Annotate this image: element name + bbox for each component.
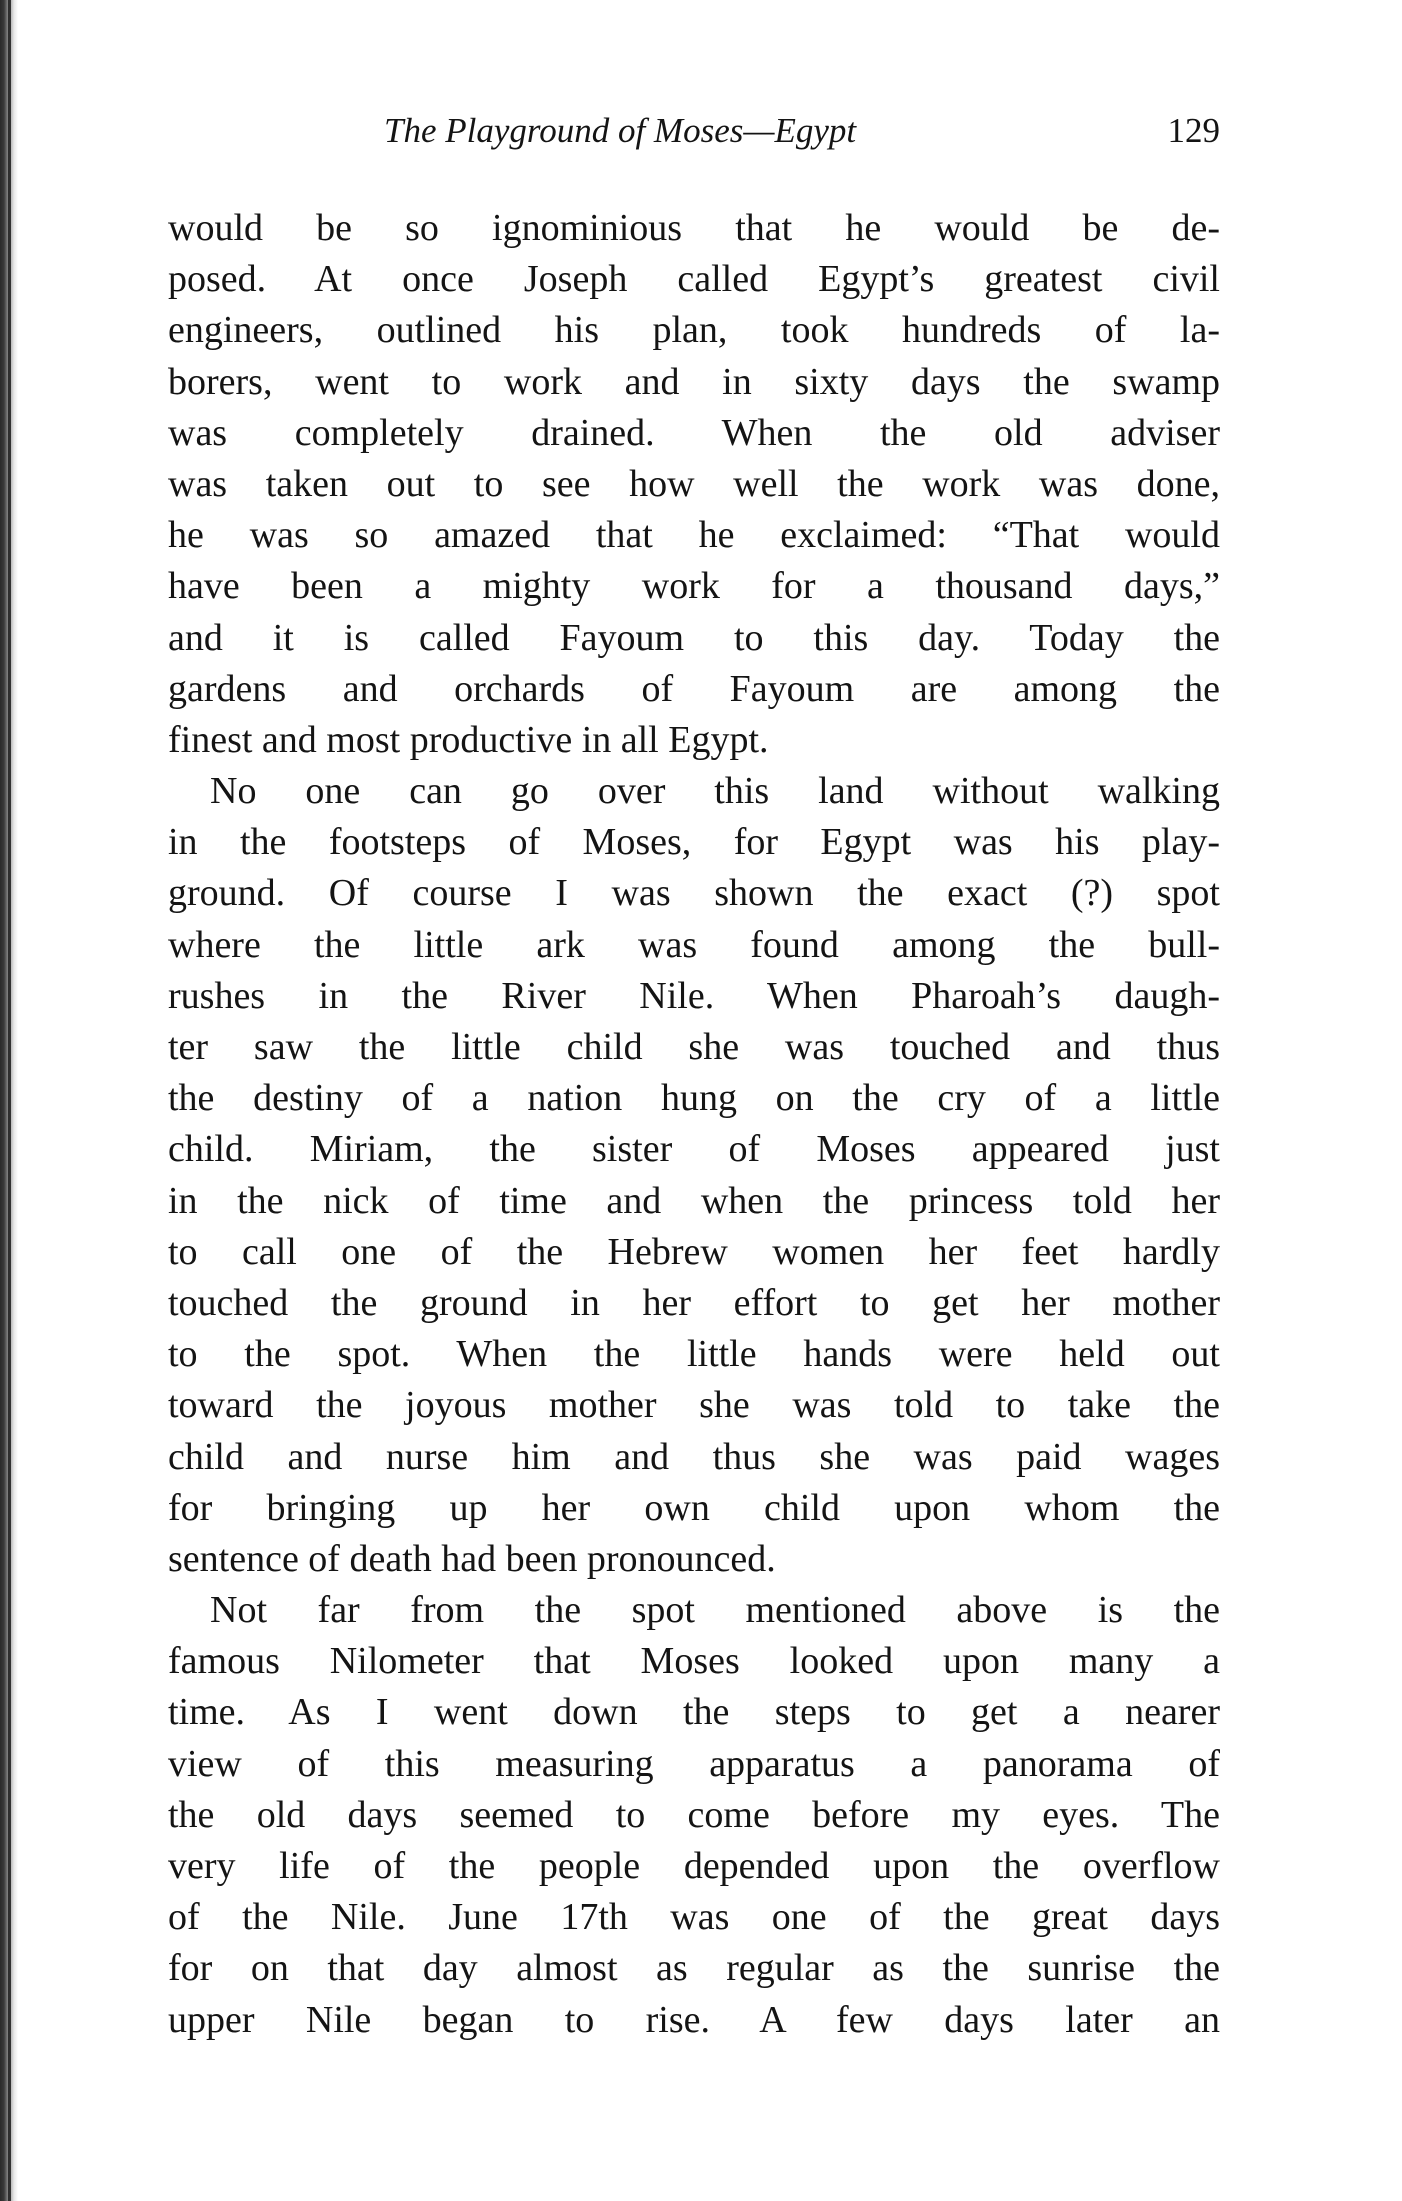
- text-line: in the nick of time and when the princess told her: [168, 1179, 1220, 1222]
- text-line: gardens and orchards of Fayoum are among the: [168, 667, 1220, 710]
- text-line: Not far from the spot mentioned above is the: [210, 1589, 1220, 1632]
- text-line: touched the ground in her effort to get her mother: [168, 1281, 1220, 1324]
- text-line: have been a mighty work for a thousand days,”: [168, 565, 1220, 608]
- text-line: upper Nile began to rise. A few days later an: [168, 1998, 1220, 2041]
- text-line: sentence of death had been pronounced.: [168, 1537, 776, 1580]
- text-line: rushes in the River Nile. When Pharoah’s daugh-: [168, 974, 1220, 1017]
- text-line: for bringing up her own child upon whom the: [168, 1486, 1220, 1529]
- text-line: was taken out to see how well the work was done,: [168, 462, 1220, 505]
- running-header: [168, 108, 1220, 154]
- text-line: of the Nile. June 17th was one of the great days: [168, 1896, 1220, 1939]
- text-line: he was so amazed that he exclaimed: “That would: [168, 514, 1220, 557]
- text-line: would be so ignominious that he would be de-: [168, 207, 1220, 249]
- text-line: child and nurse him and thus she was paid wages: [168, 1435, 1220, 1478]
- running-title: The Playground of Moses—Egypt: [384, 111, 857, 150]
- text-line: No one can go over this land without walking: [210, 770, 1220, 813]
- text-line: and it is called Fayoum to this day. Today the: [168, 616, 1220, 659]
- text-line: posed. At once Joseph called Egypt’s greatest civil: [168, 258, 1220, 301]
- text-line: ter saw the little child she was touched and thus: [168, 1026, 1220, 1068]
- text-line: was completely drained. When the old adviser: [168, 411, 1220, 454]
- binding-edge: [8, 0, 11, 2201]
- text-line: finest and most productive in all Egypt.: [168, 718, 769, 761]
- text-line: where the little ark was found among the bull-: [168, 923, 1220, 966]
- text-line: for on that day almost as regular as the sunrise the: [168, 1947, 1220, 1990]
- text-line: view of this measuring apparatus a panorama of: [168, 1742, 1220, 1785]
- text-line: child. Miriam, the sister of Moses appeared just: [168, 1128, 1220, 1171]
- text-line: very life of the people depended upon the overflow: [168, 1845, 1220, 1887]
- text-line: in the footsteps of Moses, for Egypt was his play-: [168, 821, 1220, 864]
- text-line: the destiny of a nation hung on the cry of a little: [168, 1077, 1220, 1120]
- text-line: to the spot. When the little hands were held out: [168, 1333, 1220, 1376]
- text-line: time. As I went down the steps to get a nearer: [168, 1691, 1220, 1734]
- text-line: toward the joyous mother she was told to take the: [168, 1384, 1220, 1427]
- text-line: engineers, outlined his plan, took hundreds of la-: [168, 309, 1220, 352]
- body-text: [168, 203, 1220, 2046]
- text-line: to call one of the Hebrew women her feet hardly: [168, 1230, 1220, 1273]
- text-line: borers, went to work and in sixty days the swamp: [168, 360, 1220, 403]
- text-line: the old days seemed to come before my eyes. The: [168, 1793, 1220, 1836]
- page-number: 129: [1167, 111, 1220, 150]
- text-line: ground. Of course I was shown the exact (?) spot: [168, 872, 1220, 915]
- text-line: famous Nilometer that Moses looked upon many a: [168, 1640, 1220, 1683]
